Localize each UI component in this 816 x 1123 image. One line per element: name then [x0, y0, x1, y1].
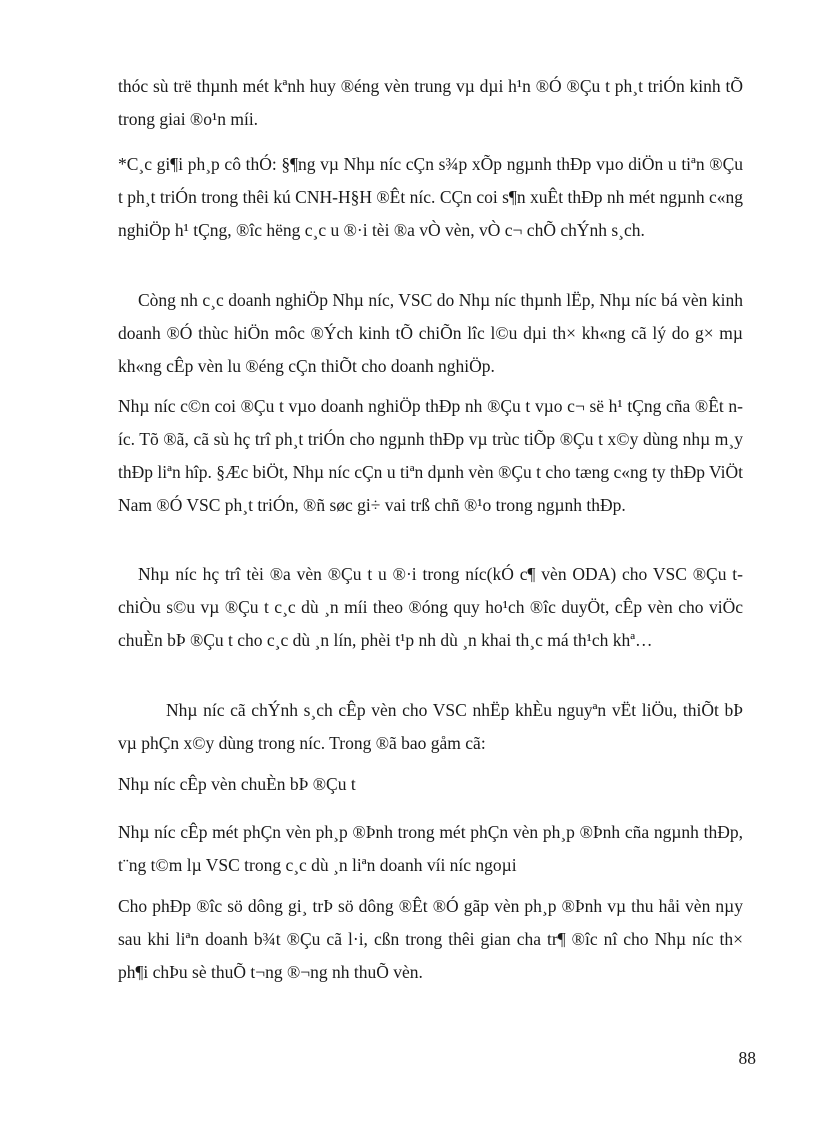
- page-number: 88: [738, 1048, 756, 1068]
- paragraph-3: Còng nh c¸c doanh nghiÖp Nhµ níc, VSC do Nhµ níc thµnh lËp, Nhµ níc bá vèn kinh doanh ®Ó thùc hiÖn môc ®Ých kinh tÕ chiÕn lîc l©u dµi th× kh«ng cã lý do g× mµ kh«ng cÊp vèn lu ®éng cÇn thiÕt cho doanh nghiÖp.: [118, 290, 743, 376]
- paragraph-8: Nhµ níc cÊp mét phÇn vèn ph¸p ®Þnh trong mét phÇn vèn ph¸p ®Þnh cña ngµnh thÐp, t¨ng t©m lµ VSC trong c¸c dù ¸n liªn doanh víi níc ngoµi: [118, 822, 743, 875]
- paragraph-1: thóc sù trë thµnh mét kªnh huy ®éng vèn trung vµ dµi h¹n ®Ó ®Çu t ph¸t triÓn kinh tÕ trong giai ®o¹n míi.: [118, 76, 743, 129]
- paragraph-6: Nhµ níc cã chÝnh s¸ch cÊp vèn cho VSC nhËp khÈu nguyªn vËt liÖu, thiÕt bÞ vµ phÇn x©y dùng trong níc. Trong ®ã bao gåm cã:: [118, 700, 743, 753]
- paragraph-2: *C¸c gi¶i ph¸p cô thÓ: §¶ng vµ Nhµ níc cÇn s¾p xÕp ngµnh thÐp vµo diÖn u tiªn ®Çu t ph¸t triÓn trong thêi kú CNH-H§H ®Êt níc. CÇn coi s¶n xuÊt thÐp nh mét ngµnh c«ng nghiÖp h¹ tÇng, ®îc hëng c¸c u ®·i tèi ®a vÒ vèn, vÒ c¬ chÕ chÝnh s¸ch.: [118, 154, 743, 240]
- paragraph-5: Nhµ níc hç trî tèi ®a vèn ®Çu t u ®·i trong níc(kÓ c¶ vèn ODA) cho VSC ®Çu t chiÒu s©u vµ ®Çu t c¸c dù ¸n míi theo ®óng quy ho¹ch ®îc duyÖt, cÊp vèn cho viÖc chuÈn bÞ ®Çu t cho c¸c dù ¸n lín, phèi t¹p nh dù ¸n khai th¸c má th¹ch khª…: [118, 564, 743, 650]
- paragraph-4: Nhµ níc c©n coi ®Çu t vµo doanh nghiÖp thÐp nh ®Çu t vµo c¬ së h¹ tÇng cña ®Êt níc. Tõ ®ã, cã sù hç trî ph¸t triÓn cho ngµnh thÐp vµ trùc tiÕp ®Çu t x©y dùng nhµ m¸y thÐp liªn hîp. §Æc biÖt, Nhµ níc cÇn u tiªn dµnh vèn ®Çu t cho tæng c«ng ty thÐp ViÖt Nam ®Ó VSC ph¸t triÓn, ®ñ søc gi÷ vai trß chñ ®¹o trong ngµnh thÐp.: [118, 396, 743, 515]
- paragraph-9: Cho phÐp ®îc sö dông gi¸ trÞ sö dông ®Êt ®Ó gãp vèn ph¸p ®Þnh vµ thu håi vèn nµy sau khi liªn doanh b¾t ®Çu cã l·i, cßn trong thêi gian cha tr¶ ®îc nî cho Nhµ níc th× ph¶i chÞu sè thuÕ t¬ng ®¬ng nh thuÕ vèn.: [118, 896, 743, 982]
- paragraph-7: Nhµ níc cÊp vèn chuÈn bÞ ®Çu t: [118, 774, 356, 794]
